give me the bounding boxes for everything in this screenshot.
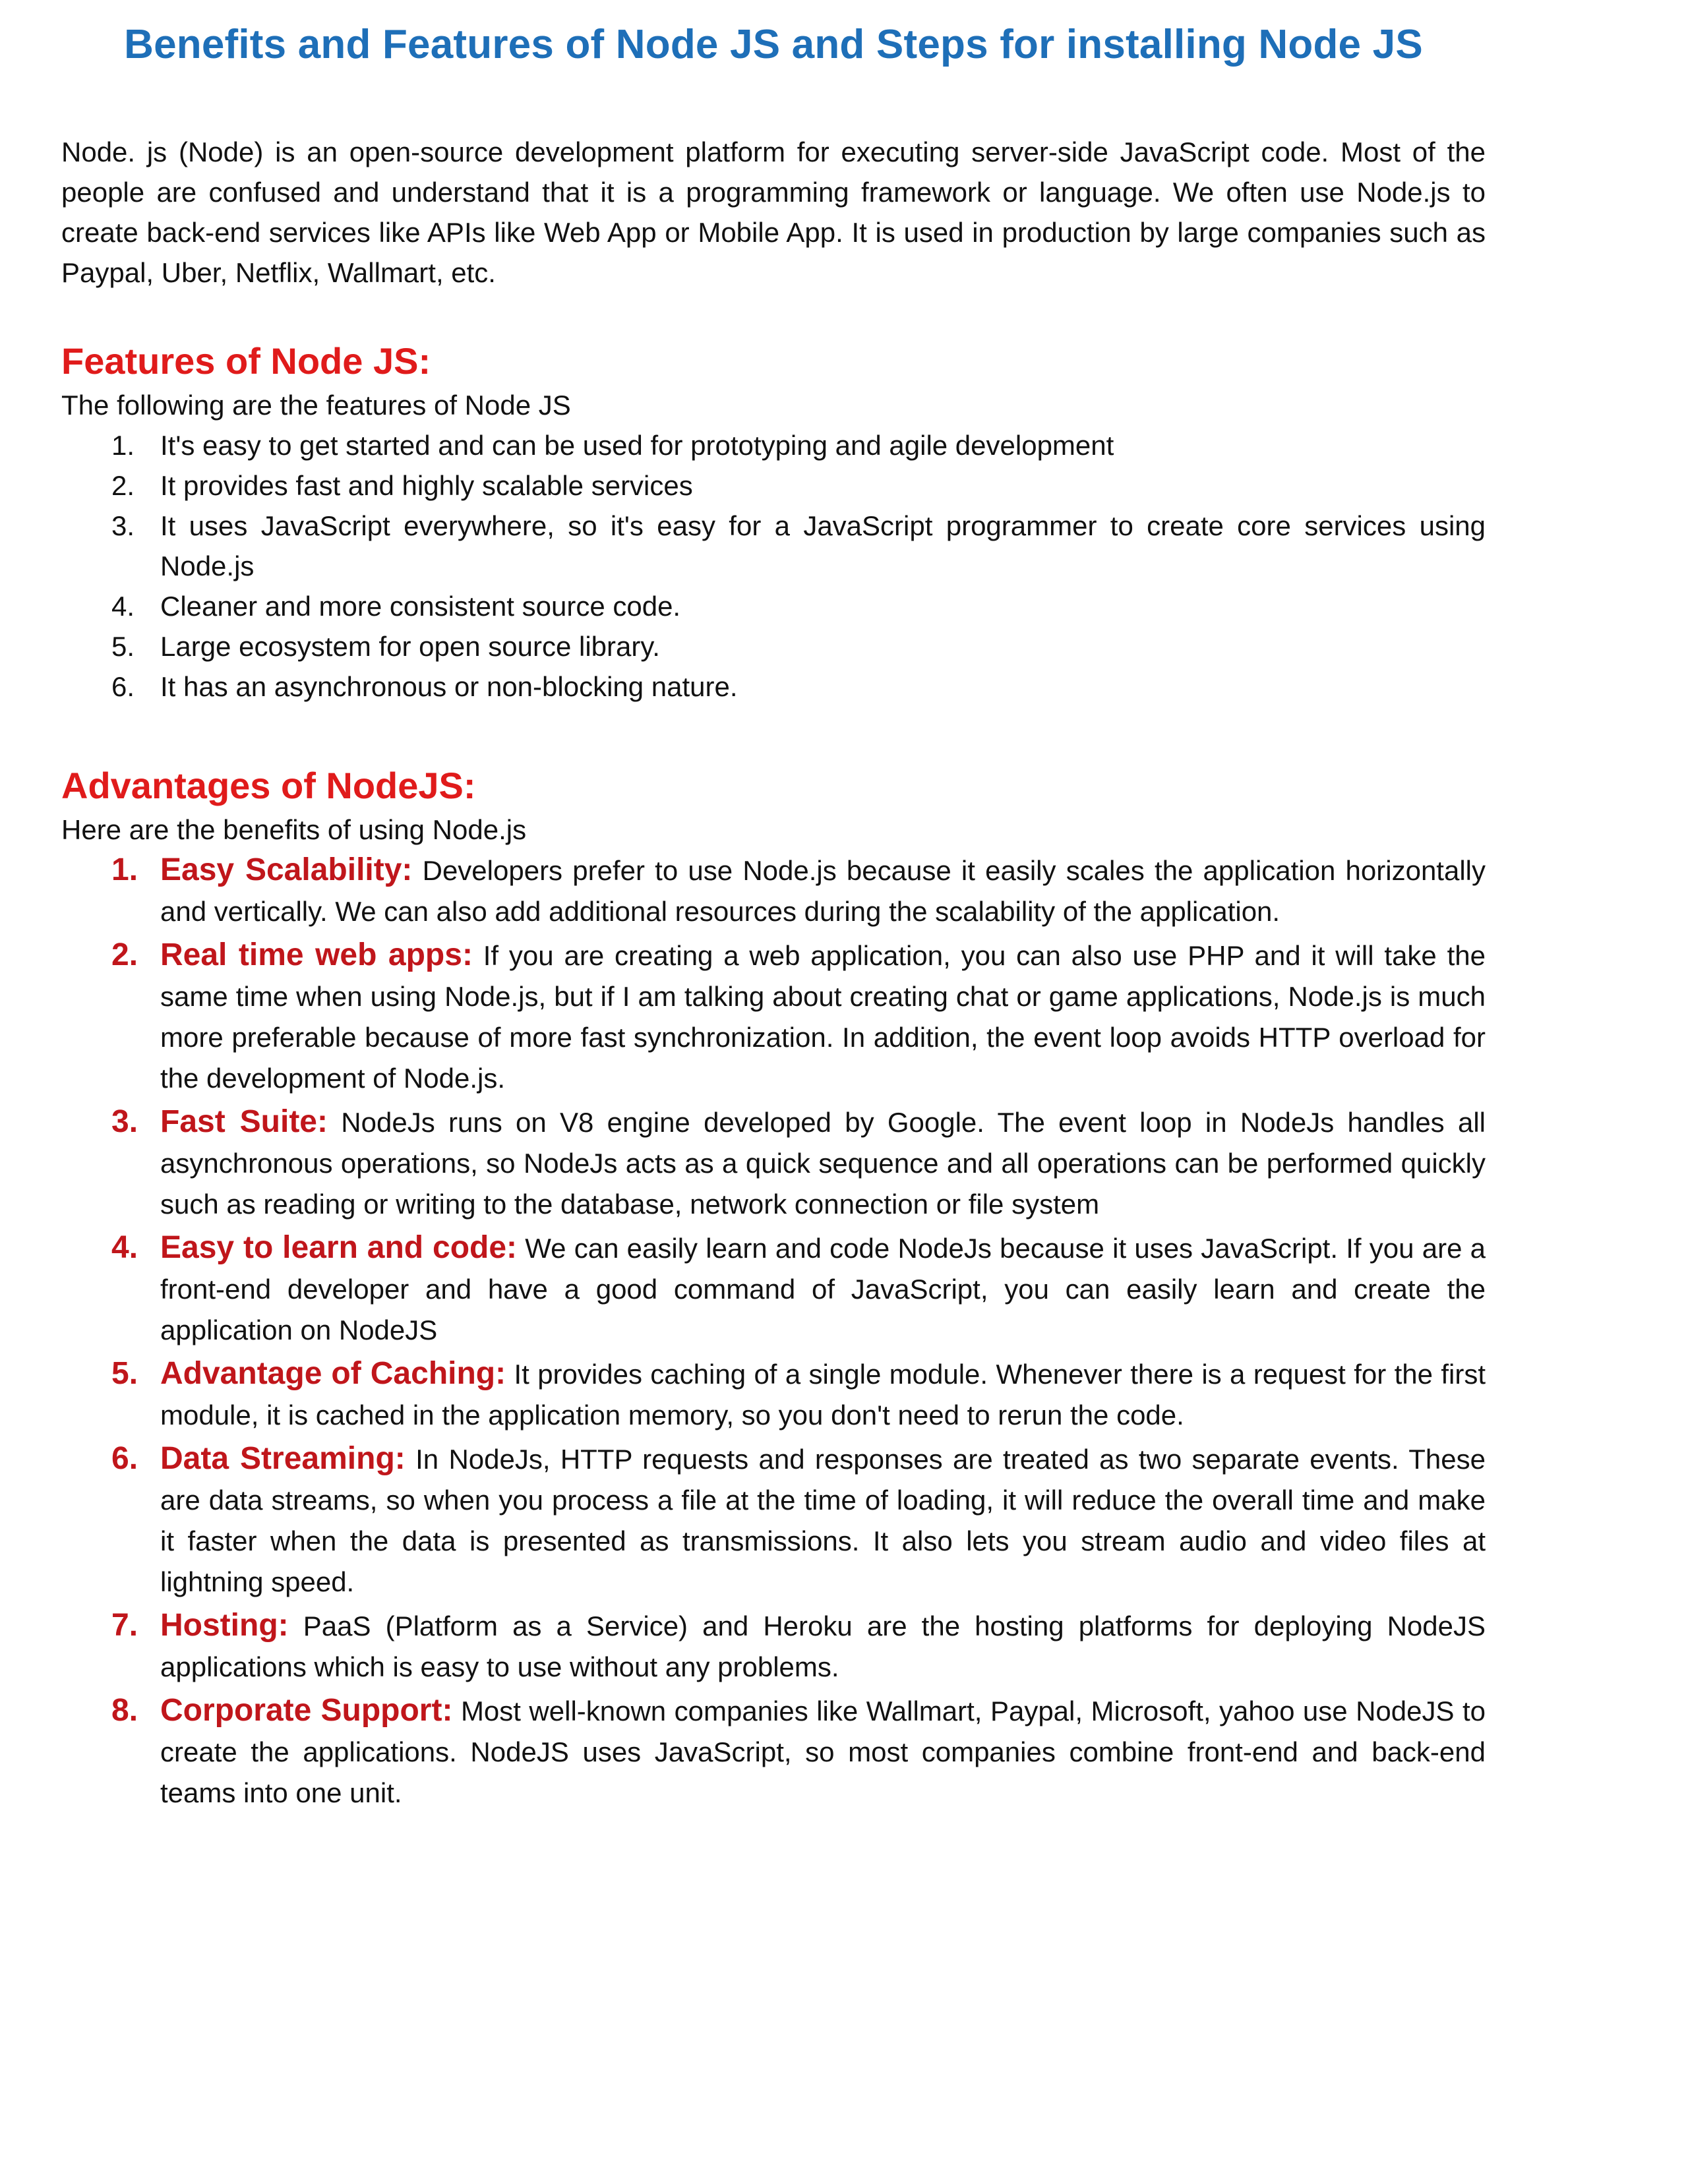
advantage-item	[61, 1438, 1486, 1603]
advantage-item	[61, 850, 1486, 932]
advantage-text: PaaS (Platform as a Service) and Heroku are the hosting platforms for deploying NodeJS applications which is easy to use without any problems.	[160, 1610, 1486, 1682]
advantage-number: 4.	[111, 1230, 138, 1265]
advantage-term: Advantage of Caching:	[160, 1356, 506, 1391]
advantage-text: Most well-known companies like Wallmart, Paypal, Microsoft, yahoo use NodeJS to create the applications. NodeJS uses JavaScript, so most companies combine front-end and back-end teams into one unit.	[160, 1696, 1486, 1808]
advantage-term: Real time web apps:	[160, 937, 473, 972]
advantage-term: Corporate Support:	[160, 1693, 453, 1728]
advantage-text: It provides caching of a single module. Whenever there is a request for the first module, it is cached in the application memory, so you don't need to rerun the code.	[160, 1359, 1486, 1431]
features-heading: Features of Node JS:	[61, 340, 431, 382]
advantage-item	[61, 1690, 1486, 1814]
feature-number: 4.	[111, 591, 135, 622]
feature-text: It's easy to get started and can be used for prototyping and agile development	[160, 430, 1114, 461]
features-lead: The following are the features of Node JS	[61, 390, 571, 421]
feature-text: It uses JavaScript everywhere, so it's easy for a JavaScript programmer to create core services using Node.js	[160, 510, 1486, 581]
advantage-item	[61, 935, 1486, 1099]
advantage-item	[61, 1102, 1486, 1225]
advantages-heading: Advantages of NodeJS:	[61, 765, 476, 806]
advantage-term: Hosting:	[160, 1608, 289, 1643]
advantage-term: Fast Suite:	[160, 1104, 328, 1139]
advantage-text: NodeJs runs on V8 engine developed by Google. The event loop in NodeJs handles all asynchronous operations, so NodeJs acts as a quick sequence and all operations can be performed quickly such as reading or writing to the database, network connection or file system	[160, 1107, 1486, 1220]
advantage-term: Easy to learn and code:	[160, 1230, 518, 1265]
feature-text: Large ecosystem for open source library.	[160, 631, 660, 662]
feature-number: 5.	[111, 631, 135, 662]
feature-item	[61, 425, 1486, 465]
document-title: Benefits and Features of Node JS and Steps for installing Node JS	[124, 22, 1423, 67]
document-page	[61, 0, 1486, 1814]
feature-item	[61, 586, 1486, 626]
advantage-number: 3.	[111, 1104, 138, 1139]
advantages-list	[61, 850, 1486, 1814]
advantage-number: 2.	[111, 937, 138, 972]
feature-text: Cleaner and more consistent source code.	[160, 591, 681, 622]
feature-number: 2.	[111, 470, 135, 501]
feature-text: It provides fast and highly scalable services	[160, 470, 693, 501]
advantages-lead: Here are the benefits of using Node.js	[61, 814, 527, 845]
feature-item	[61, 506, 1486, 586]
advantage-term: Easy Scalability:	[160, 852, 413, 887]
advantage-term: Data Streaming:	[160, 1441, 406, 1476]
feature-number: 1.	[111, 430, 135, 461]
advantage-item	[61, 1605, 1486, 1688]
feature-text: It has an asynchronous or non-blocking nature.	[160, 671, 738, 702]
advantage-text: We can easily learn and code NodeJs because it uses JavaScript. If you are a front-end developer and have a good command of JavaScript, you can easily learn and create the application on NodeJS	[160, 1233, 1486, 1345]
feature-item	[61, 465, 1486, 506]
advantage-number: 1.	[111, 852, 138, 887]
advantage-number: 6.	[111, 1441, 138, 1476]
advantage-number: 5.	[111, 1356, 138, 1391]
advantage-number: 7.	[111, 1608, 138, 1643]
features-list	[61, 425, 1486, 707]
advantage-text: If you are creating a web application, you can also use PHP and it will take the same time when using Node.js, but if I am talking about creating chat or game applications, Node.js is much more preferable because of more fast synchronization. In addition, the event loop avoids HTTP overload for the development of Node.js.	[160, 940, 1486, 1094]
advantage-text: In NodeJs, HTTP requests and responses are treated as two separate events. These are data streams, so when you process a file at the time of loading, it will reduce the overall time and make it faster when the data is presented as transmissions. It also lets you stream audio and video files at lightning speed.	[160, 1444, 1486, 1597]
feature-number: 6.	[111, 671, 135, 702]
intro-paragraph: Node. js (Node) is an open-source development platform for executing server-side JavaScript code. Most of the people are confused and understand that it is a programming framework or language. We often use Node.js to create back-end services like APIs like Web App or Mobile App. It is used in production by large companies such as Paypal, Uber, Netflix, Wallmart, etc.	[61, 136, 1486, 288]
feature-item	[61, 666, 1486, 707]
advantage-text: Developers prefer to use Node.js because it easily scales the application horizontally and vertically. We can also add additional resources during the scalability of the application.	[160, 855, 1486, 927]
advantage-item	[61, 1353, 1486, 1436]
feature-number: 3.	[111, 510, 135, 541]
advantage-number: 8.	[111, 1693, 138, 1728]
advantage-item	[61, 1227, 1486, 1351]
feature-item	[61, 626, 1486, 666]
